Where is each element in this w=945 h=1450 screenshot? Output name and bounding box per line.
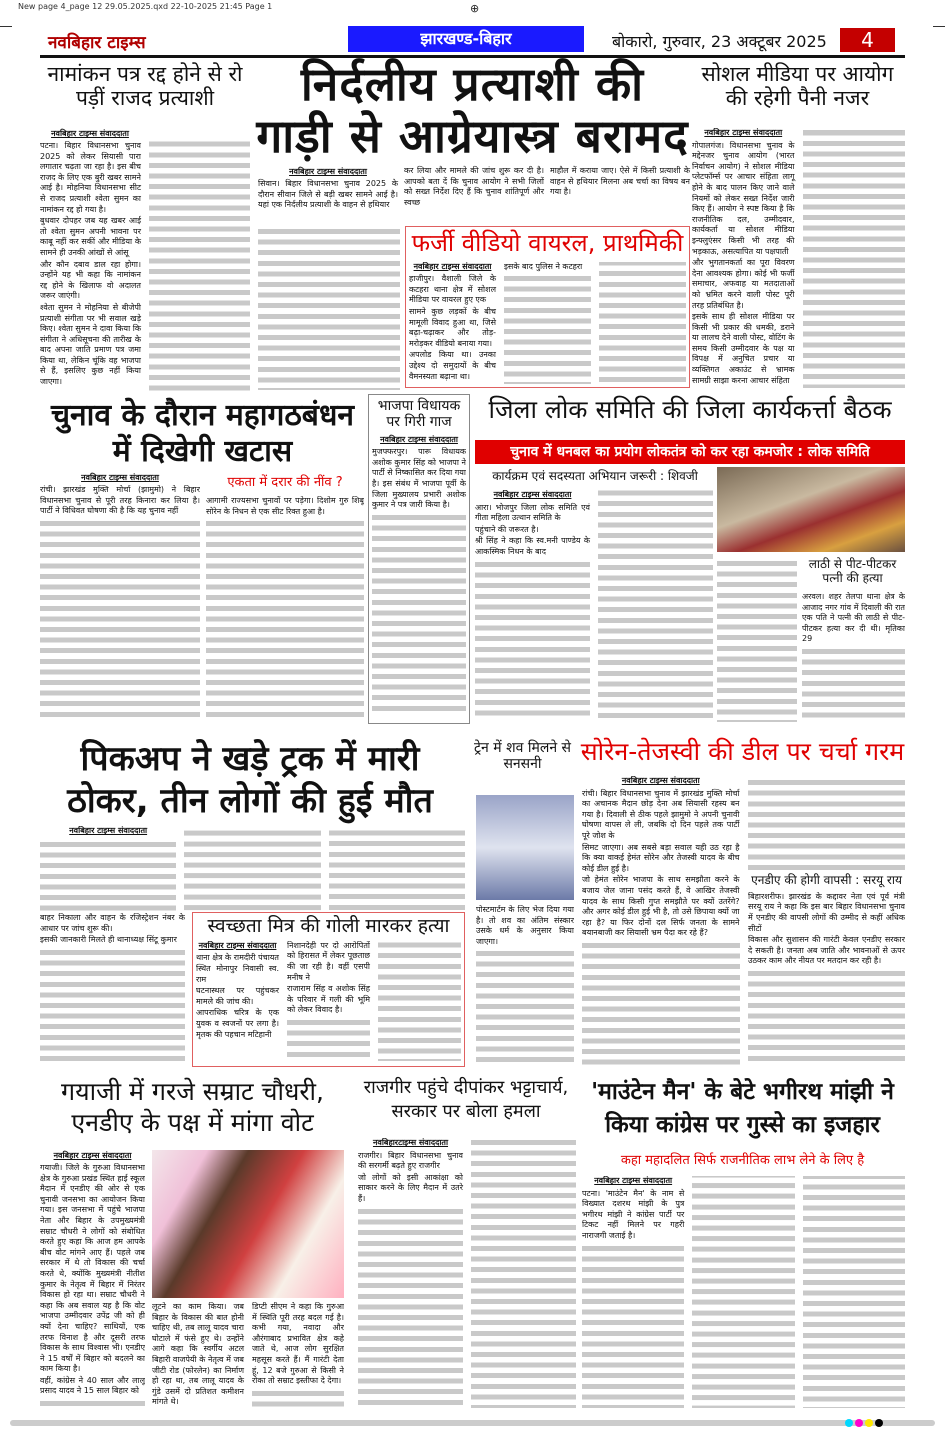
- article-body: नवबिहार टाइम्स संवाददाता थाना क्षेत्र के रामदीरी पंचायत स्थित मोनापुर निवासी स्व. राम घटनास्थल पर पहुंचकर मामले की जांच की। आपराधिक चरित्र के एक युवक व स्वजनों पर लगा है। मृतक की पहचान मटिहानी निशानदेही पर दो आरोपितों को हिरासत में लेकर पूछताछ की जा रही है। वहीं एसपी मनीष ने राजाराम सिंह व अशोक सिंह के परिवार में गली की भूमि को लेकर विवाद है।: [196, 941, 461, 1061]
- headline-bjp-mla-expelled: भाजपा विधायक पर गिरी गाज: [377, 398, 461, 431]
- article-body: नवबिहारटाइम्स संवाददाता राजगीर। बिहार विधानसभा चुनाव की सरगर्मी बढ़ते हुए राजगीर जो लोगों को इसी आकांक्षा को साकार करने के लिए मैदान में उतरे हैं।: [358, 1138, 576, 1408]
- headline-samrat-choudhary: गयाजी में गरजे सम्राट चौधरी, एनडीए के पक्ष में मांगा वोट: [61, 1077, 324, 1137]
- article-samrat-choudhary: नवबिहार टाइम्स संवाददाता गयाजी। जिले के गुरुआ विधानसभा क्षेत्र के गुरुआ प्रखंड स्थित हाई स्कूल मैदान में एनडीए की ओर से एक चुनावी जनसभा का आयोजन किया गया। इस जनसभा में पहुंचे भाजपा नेता और बिहार के उपमुख्यमंत्री सम्राट चौधरी ने लोगों को संबोधित करते हुए कहा कि आज हम आपके बीच वोट मांगने आए हैं। पहले जब सरकार में थे तो विकास की चर्चा करते थे, क्योंकि मुख्यमंत्री नीतीश कुमार के नेतृत्व में बिहार में निरंतर विकास हो रहा था। सम्राट चौधरी ने कहा कि अब सवाल यह है कि वोट भाजपा उम्मीदवार उपेंद्र जी को ही क्यों देना चाहिए? साथियों, एक तरफ विनाश है और दूसरी तरफ विकास के साथ विश्वास भी। एनडीए ने 15 वर्षों में बिहार को बदलने का काम किया है। वहीं, कांग्रेस ने 40 साल और लालू प्रसाद यादव ने 15 साल बिहार को: [40, 1150, 145, 1410]
- article-weapon-recovered-continued: [258, 226, 400, 390]
- article-body: गयाजी। जिले के गुरुआ विधानसभा क्षेत्र के गुरुआ प्रखंड स्थित हाई स्कूल मैदान में एनडीए की ओर से एक चुनावी जनसभा का आयोजन किया गया। इस जनसभा में पहुंचे भाजपा नेता और बिहार के उपमुख्यमंत्री सम्राट चौधरी ने लोगों को संबोधित करते हुए कहा कि आज हम आपके बीच वोट मांगने आए हैं। पहले जब सरकार में थे तो विकास की चर्चा करते थे, क्योंकि मुख्यमंत्री नीतीश कुमार के नेतृत्व में बिहार में निरंतर विकास हो रहा था। सम्राट चौधरी ने कहा कि अब सवाल यह है कि वोट भाजपा उम्मीदवार उपेंद्र जी को ही क्यों देना चाहिए? साथियों, एक तरफ विनाश है और दूसरी तरफ विकास के साथ विश्वास भी। एनडीए ने 15 वर्षों में बिहार को बदलने का काम किया है। वहीं, कांग्रेस ने 40 साल और लालू प्रसाद यादव ने 15 साल बिहार को: [40, 1163, 145, 1408]
- cmyk-cyan-dot: [845, 1419, 853, 1427]
- headline-bhagirath-manjhi: 'माउंटेन मैन' के बेटे भगीरथ मांझी ने किया कांग्रेस पर गुस्से का इजहार: [591, 1079, 894, 1138]
- article-wife-murder: अरवल। शहर तेलपा थाना क्षेत्र के आजाद नगर गांव में दिवाली की रात एक पति ने पत्नी की लाठी से पीट-पीटकर हत्या कर दी थी। मृतिका 29: [802, 592, 905, 722]
- headline-pickup-accident: पिकअप ने खड़े ट्रक में मारी ठोकर, तीन लोगों की हुई मौत: [67, 739, 433, 821]
- headline-nomination-rejected: नामांकन पत्र रद्द होने से रो पड़ीं राजद प्रत्याशी: [47, 62, 243, 111]
- section-label: झारखण्ड-बिहार: [348, 26, 584, 52]
- article-dipankar-bhattacharya: [358, 1138, 576, 1410]
- article-mahagathbandhan-rift: नवबिहार टाइम्स संवाददाता रांची। झारखंड मुक्ति मोर्चा (झामुमो) ने बिहार विधानसभा चुनाव से पूरी तरह किनारा कर लिया है। पार्टी ने विधिवत घोषणा की है कि यह चुनाव नहीं: [40, 472, 200, 722]
- subhead-mahadalit: कहा महादलित सिर्फ राजनीतिक लाभ लेने के लिए है: [620, 1153, 865, 1168]
- headline-sanitation-worker-shot: स्वच्छता मित्र की गोली मारकर हत्या: [207, 915, 450, 937]
- newspaper-name: नवबिहार टाइम्स: [48, 33, 146, 53]
- article-samrat-choudhary-continued: लूटने का काम किया। जब बिहार के विकास की बात होनी चाहिए थी, तब लालू यादव चारा घोटाले में फंसे हुए थे। उन्होंने आगे कहा कि स्वर्गीय अटल बिहारी वाजपेयी के नेतृत्व में जब जीटी रोड (फोरलेन) का निर्माण हो रहा था, तब लालू यादव के गुंडे उसमें दो प्रतिशत कमीशन मांगते थे। डिप्टी सीएम ने कहा कि गुरुआ में स्थिति पूरी तरह बदल गई है। कभी गया, नवादा और औरंगाबाद प्रभावित क्षेत्र कहे जाते थे, आज लोग सुरक्षित महसूस करते हैं। मैं गारंटी देता हूं, 12 बजे गुरुआ से किसी ने रोका तो सम्राट इस्तीफा दे देगा।: [152, 1302, 344, 1410]
- article-saryu-rai: [748, 870, 905, 1070]
- article-body: नवबिहार टाइम्स संवाददाता आरा। भोजपुर जिला लोक समिति एवं गीता महिला उत्थान समिति के पहुंचाने की जरूरत है। श्री सिंह ने कहा कि स्व.मनी पाण्डेय के आकस्मिक निधन के बाद: [475, 490, 713, 720]
- photo-samrat-choudhary-rally: [152, 1150, 344, 1298]
- article-body: पटना। बिहार विधानसभा चुनाव 2025 को लेकर सियासी पारा लगातार चढ़ता जा रहा है। इस बीच राजद के लिए एक बुरी खबर सामने आई है। मोहनिया विधानसभा सीट से राजद प्रत्याशी श्वेता सुमन का नामांकन रद्द हो गया है। बुधवार दोपहर जब यह खबर आई तो श्वेता सुमन अपनी भावना पर काबू नहीं कर सकीं और मीडिया के सामने ही उनकी आंखों से आंसू और कौन दबाव डाल रहा होगा। उन्होंने यह भी कहा कि नामांकन रद्द होने के खिलाफ वो अदालत जरूर जाएंगी। श्वेता सुमन ने मोहनिया से बीजेपी प्रत्याशी संगीता पर भी सवाल खड़े किए। श्वेता सुमन ने दावा किया कि संगीता ने अधिसूचना की तारीख के बाद अपना जाति प्रमाण पत्र जमा किया था, लेकिन चूंकि वह भाजपा से हैं, इसलिए कुछ नहीं किया जाएगा।: [40, 141, 250, 391]
- article-weapon-recovered-col3: माहौल में कराया जाए। ऐसे में किसी प्रत्याशी के वाहन से हथियार मिलना अब चर्चा का विषय बन गया है।: [550, 166, 690, 197]
- photo-body-in-train: [476, 795, 574, 900]
- article-body: आगामी राज्यसभा चुनावों पर पड़ेगा। दिशोम गुरु शिबू सोरेन के निधन से एक सीट रिक्त हुआ है।: [206, 496, 364, 721]
- dateline: बोकारो, गुरुवार, 23 अक्टूबर 2025: [612, 32, 827, 51]
- headline-fake-video: फर्जी वीडियो वायरल, प्राथमिकी: [411, 229, 684, 257]
- article-body: बिहारशरीफ। झारखंड के कद्दावर नेता एवं पूर्व मंत्री सरयू राय ने कहा कि इस बार बिहार विधानसभा चुनाव में एनडीए की वापसी लोगों की उम्मीद से कहीं अधिक सीटों विकास और सुशासन की गारंटी केवल एनडीए सरकार दे सकती है। जनता अब जाति और भावनाओं से ऊपर उठकर काम और नीयत पर मतदान कर रही है।: [748, 892, 905, 1062]
- article-body: नवबिहार टाइम्स संवाददाता हाजीपुर। वैशाली जिले के कटहरा थाना क्षेत्र में सोशल मीडिया पर वायरल हुए एक सामने कुछ लड़कों के बीच मामूली विवाद हुआ था, जिसे बढ़ा-चढ़ाकर और तोड़-मरोड़कर वीडियो बनाया गया। अपलोड किया था। उनका उद्देश्य दो समुदायों के बीच वैमनस्यता बढ़ाना था। इसके बाद पुलिस ने कटहरा: [409, 262, 686, 384]
- headline-soren-tejashwi-deal: सोरेन-तेजस्वी की डील पर चर्चा गरम: [580, 737, 905, 766]
- article-lok-samiti: [475, 490, 713, 722]
- banner-lok-samiti: चुनाव में धनबल का प्रयोग लोकतंत्र को कर रहा कमजोर : लोक समिति: [475, 440, 905, 464]
- article-fake-video: [405, 226, 690, 388]
- page-number: 4: [840, 28, 895, 52]
- article-bjp-mla-expelled: भाजपा विधायक पर गिरी गाज नवबिहार टाइम्स संवाददाता मुजफ्फरपुर। पारू विधायक अशोक कुमार सिंह को भाजपा ने पार्टी से निष्कासित कर दिया गया है। इस संबंध में भाजपा पूर्वी के जिला मुख्यालय प्रभारी अशोक कुमार ने पत्र जारी किया है।: [368, 394, 470, 724]
- article-body: नवबिहार टाइम्स संवाददाता रांची। बिहार विधानसभा चुनाव में झारखंड मुक्ति मोर्चा का अचानक मैदान छोड़ देना अब सियासी रहस्य बन गया है। दिवाली से ठीक पहले झामुमो ने अपनी चुनावी घोषणा वापस ले ली, जबकि दो दिन पहले तक पार्टी पूरे जोश के सिमट जाएगा। अब सबसे बड़ा सवाल यही उठ रहा है कि क्या वाकई हेमंत सोरेन और तेजस्वी यादव के बीच कोई डील हुई है। जो हेमंत सोरेन भाजपा के साथ समझौता करने के बजाय जेल जाना पसंद करते हैं, वे आखिर तेजस्वी यादव के साथ किसी गुप्त समझौते पर क्यों उतरेंगे? और अगर कोई डील हुई भी है, तो उसे छिपाया क्यों जा रहा है? या फिर दोनों दल सिर्फ जनता के सामने बयानबाजी कर सियासी भ्रम पैदा कर रहे हैं?: [582, 776, 905, 1066]
- crop-mark: [933, 26, 945, 27]
- registration-mark-icon: ⊕: [470, 2, 480, 15]
- print-slug: New page 4_page 12 29.05.2025.qxd 22-10-2025 21:45 Page 1: [18, 2, 273, 11]
- article-bhagirath-manjhi: [582, 1176, 905, 1410]
- article-body-in-train: पोस्टमार्टम के लिए भेज दिया गया है। तो शव का अंतिम संस्कार उसके धर्म के अनुसार किया जाएगा।: [476, 905, 574, 1065]
- article-body: रांची। झारखंड मुक्ति मोर्चा (झामुमो) ने बिहार विधानसभा चुनाव से पूरी तरह किनारा कर लिया है। पार्टी ने विधिवत घोषणा की है कि यह चुनाव नहीं: [40, 485, 200, 720]
- registration-bar: [10, 1420, 935, 1426]
- subhead-unity-crack: एकता में दरार की नींव ?: [227, 475, 343, 490]
- article-sanitation-worker-shot: [192, 912, 465, 1067]
- headline-wife-murder: लाठी से पीट-पीटकर पत्नी की हत्या: [808, 557, 897, 585]
- headline-lok-samiti-meeting: जिला लोक समिति की जिला कार्यकर्त्ता बैठक: [488, 395, 892, 424]
- article-lok-samiti-continued: [717, 558, 797, 722]
- headline-body-in-train: ट्रेन में शव मिलने से सनसनी: [473, 740, 572, 773]
- cmyk-black-dot: [875, 1419, 883, 1427]
- headline-social-media-watch: सोशल मीडिया पर आयोग की रहेगी पैनी नजर: [701, 62, 894, 111]
- article-body: नवबिहार टाइम्स संवाददाता गोपालगंज। विधानसभा चुनाव के मद्देनजर चुनाव आयोग (भारत निर्वाचन आयोग) ने सोशल मीडिया प्लेटफॉर्म्स पर आचार संहिता लागू होने के बाद पालन किए जाने वाले नियमों को लेकर सख्त निर्देश जारी किए हैं। आयोग ने स्पष्ट किया है कि राजनीतिक दल, उम्मीदवार, कार्यकर्ता या सोशल मीडिया इन्फ्लुएंसर किसी भी तरह की भड़काऊ, असत्यापित या पक्षपाती और भुगतानकर्ता का पूरा विवरण देना आवश्यक होगा। कोई भी फर्जी समाचार, अफवाह या मतदाताओं को भ्रमित करने वाली पोस्ट पूरी तरह प्रतिबंधित है। इसके साथ ही सोशल मीडिया पर किसी भी प्रकार की धमकी, डराने या लालच देने वाली पोस्ट, वोटिंग के समय किसी उम्मीदवार के पक्ष या विपक्ष में अनुचित प्रचार या व्यक्तिगत अकाउंट से भ्रामक सामग्री साझा करना आचार संहिता: [692, 128, 905, 388]
- headline-weapon-recovered: निर्दलीय प्रत्याशी की गाड़ी से आग्रेयास्त्र बरामद: [256, 57, 689, 163]
- crop-mark: [0, 26, 12, 27]
- article-weapon-recovered-col2: कर लिया और मामले की जांच शुरू कर दी है। आपको बता दें कि चुनाव आयोग ने सभी जिलों को सख्त निर्देश दिए हैं कि चुनाव शांतिपूर्ण और स्वच्छ: [404, 166, 544, 207]
- subhead-shivji: कार्यक्रम एवं सदस्यता अभियान जरूरी : शिवजी: [492, 469, 698, 483]
- cmyk-yellow-dot: [865, 1419, 873, 1427]
- headline-saryu-rai: एनडीए की होगी वापसी : सरयू राय: [751, 873, 902, 887]
- byline: नवबिहार टाइम्स संवाददाता: [51, 129, 129, 138]
- article-body: मुजफ्फरपुर। पारू विधायक अशोक कुमार सिंह को भाजपा ने पार्टी से निष्कासित कर दिया गया है। इस संबंध में भाजपा पूर्वी के जिला मुख्यालय प्रभारी अशोक कुमार ने पत्र जारी किया है।: [372, 447, 466, 712]
- article-body: सिवान। बिहार विधानसभा चुनाव 2025 के दौरान सीवान जिले से बड़ी खबर सामने आई है। यहां एक निर्दलीय प्रत्याशी के वाहन से हथियार: [258, 179, 398, 210]
- article-body: नवबिहार टाइम्स संवाददाता: [40, 826, 465, 911]
- headline-mahagathbandhan-rift: चुनाव के दौरान महागठबंधन में दिखेगी खटास: [50, 398, 355, 469]
- article-nomination-rejected: [40, 128, 250, 390]
- article-weapon-recovered-col1: नवबिहार टाइम्स संवाददाता सिवान। बिहार विधानसभा चुनाव 2025 के दौरान सीवान जिले से बड़ी खबर सामने आई है। यहां एक निर्दलीय प्रत्याशी के वाहन से हथियार: [258, 167, 398, 210]
- photo-lok-samiti-meeting: [717, 467, 905, 552]
- article-social-media-watch: [692, 128, 905, 390]
- cmyk-magenta-dot: [855, 1419, 863, 1427]
- headline-dipankar-bhattacharya: राजगीर पहुंचे दीपांकर भट्टाचार्य, सरकार पर बोला हमला: [363, 1077, 569, 1122]
- article-body: नवबिहार टाइम्स संवाददाता पटना। 'माउंटेन मैन' के नाम से विख्यात दशरथ मांझी के पुत्र भगीरथ मांझी ने कांग्रेस पार्टी पर टिकट नहीं मिलने पर गहरी नाराजगी जताई है।: [582, 1176, 905, 1408]
- article-body-continued: बाहर निकाला और वाहन के रजिस्ट्रेशन नंबर के आधार पर जांच शुरू की। इसकी जानकारी मिलते ही थानाध्यक्ष सिंटू कुमार: [40, 913, 185, 1063]
